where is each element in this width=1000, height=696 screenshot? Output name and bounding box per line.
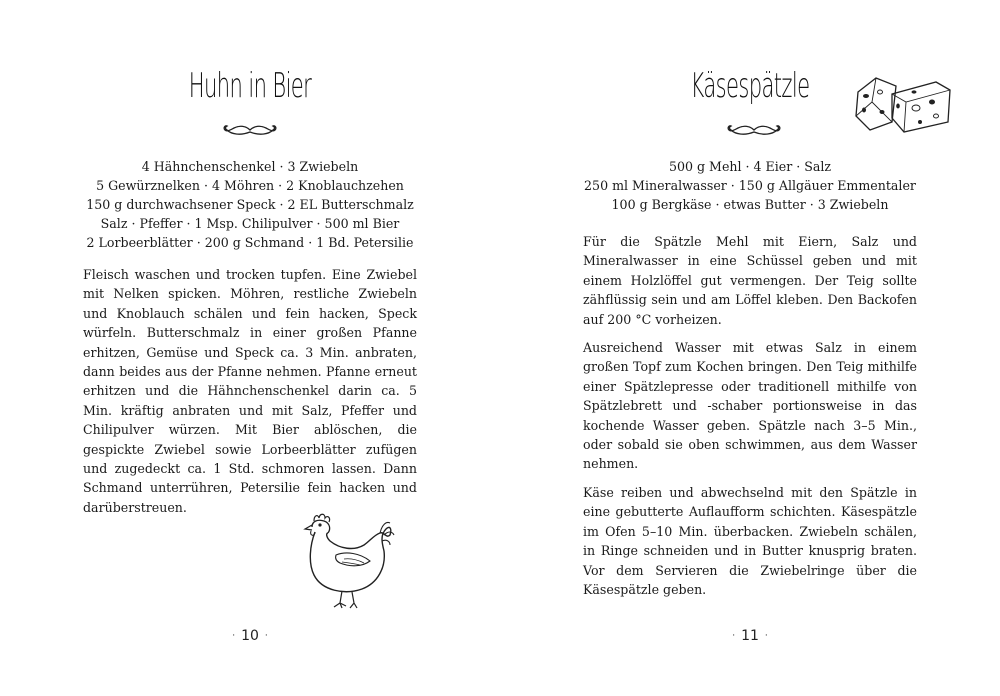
ingredient-line: 100 g Bergkäse · etwas Butter · 3 Zwiebeln (611, 197, 889, 212)
method-text-right (583, 232, 917, 608)
ingredient-line: 500 g Mehl · 4 Eier · Salz (668, 159, 832, 174)
page-number-right: · 11 · (732, 628, 768, 644)
page-number-value: 10 (241, 628, 259, 644)
method-paragraph: Käse reiben und abwechselnd mit den Spätzle in eine gebutterte Auflaufform schichten. Käsespätzle im Ofen 5–10 Min. überbacken. Zwiebeln schälen, in Ringe schneiden und in Butter knusprig braten. Vor dem Servieren die Zwiebelringe über die Käsespätzle geben. (583, 484, 917, 597)
method-paragraph: Für die Spätzle Mehl mit Eiern, Salz und Mineralwasser in eine Schüssel geben und mit einem Holzlöffel gut vermengen. Der Teig sollte zähflüssig sein und am Löffel kleben. Den Backofen auf 200 °C vorheizen. (583, 234, 917, 327)
hen-illustration (300, 505, 400, 613)
ingredient-list-right (500, 157, 1000, 214)
method-paragraph: Ausreichend Wasser mit etwas Salz in einem großen Topf zum Kochen bringen. Den Teig mithilfe einer Spätzlepresse oder traditionell mithilfe von Spätzlebrett und -schaber portionsweise in das kochende Wasser geben. Spätzle nach 3–5 Min., oder sobald sie oben schwimmen, aus dem Wasser nehmen. (583, 340, 917, 472)
ingredient-line: 150 g durchwachsener Speck · 2 EL Butterschmalz (86, 197, 414, 212)
ingredient-list-left (0, 157, 500, 252)
ingredient-line: 250 ml Mineralwasser · 150 g Allgäuer Emmentaler (584, 178, 916, 193)
ingredient-line: 5 Gewürznelken · 4 Möhren · 2 Knoblauchzehen (96, 178, 404, 193)
method-paragraph: Fleisch waschen und trocken tupfen. Eine Zwiebel mit Nelken spicken. Möhren, restliche Zwiebeln und Knoblauch schälen und fein hacken, Speck würfeln. Butterschmalz in einer großen Pfanne erhitzen, Gemüse und Speck ca. 3 Min. anbraten, dann beides aus der Pfanne nehmen. Pfanne erneut erhitzen und die Hähnchenschenkel darin ca. 5 Min. kräftig anbraten und mit Salz, Pfeffer und Chilipulver würzen. Mit Bier ablöschen, die gespickte Zwiebel sowie Lorbeerblätter zufügen und zugedeckt ca. 1 Std. schmoren lassen. Dann Schmand unterrühren, Petersilie fein hacken und darüberstreuen. (83, 267, 417, 515)
recipe-title-left: Huhn in Bier (188, 66, 312, 106)
page-number-left: · 10 · (232, 628, 268, 644)
mustache-icon (726, 124, 782, 140)
page-number-value: 11 (741, 628, 759, 644)
right-page (500, 0, 1000, 696)
mustache-icon (222, 124, 278, 140)
ingredient-line: 2 Lorbeerblätter · 200 g Schmand · 1 Bd. Petersilie (86, 235, 414, 250)
ingredient-line: 4 Hähnchenschenkel · 3 Zwiebeln (141, 159, 359, 174)
cheese-illustration (852, 72, 954, 134)
recipe-title-right: Käsespätzle (690, 66, 810, 106)
ingredient-line: Salz · Pfeffer · 1 Msp. Chilipulver · 500 ml Bier (100, 216, 400, 231)
method-text-left (83, 265, 417, 526)
